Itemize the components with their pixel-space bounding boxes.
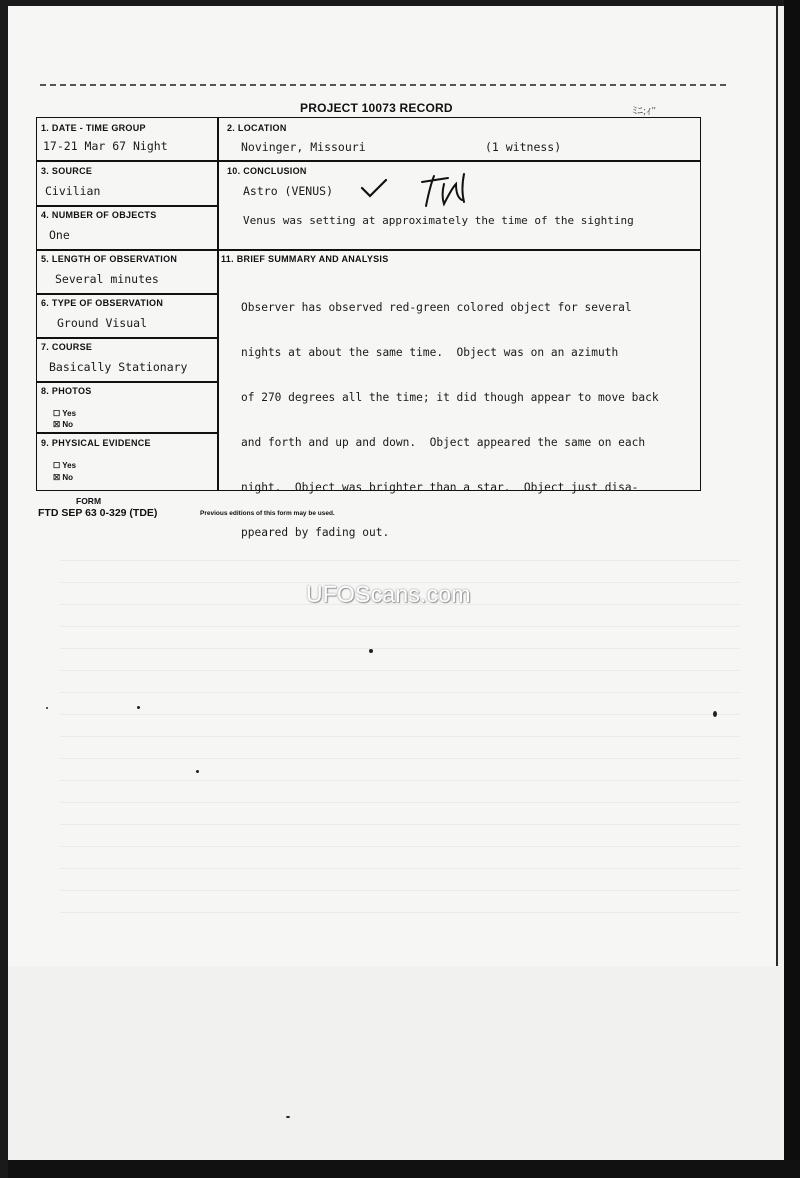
corner-scribble: ﾐﾆ;ｨ" <box>632 105 657 117</box>
date-time-group-label: 1. DATE - TIME GROUP <box>41 123 146 133</box>
summary-label: 11. BRIEF SUMMARY AND ANALYSIS <box>221 254 389 264</box>
row-divider <box>37 432 217 434</box>
evidence-no-option <box>53 473 73 482</box>
photos-no-label: No <box>62 420 74 429</box>
checkbox-checked-icon: ☒ <box>53 420 61 429</box>
checkbox-empty-icon: ☐ <box>53 409 61 418</box>
scan-edge-bottom <box>8 1160 800 1178</box>
scan-speck <box>369 649 373 653</box>
source-label: 3. SOURCE <box>41 166 93 176</box>
scan-speck <box>196 770 199 773</box>
location-label: 2. LOCATION <box>227 123 287 133</box>
length-of-observation-value: Several minutes <box>55 272 159 286</box>
photos-label: 8. PHOTOS <box>41 386 92 396</box>
photos-no-option <box>53 420 73 429</box>
form-title: PROJECT 10073 RECORD <box>300 101 453 115</box>
column-divider <box>217 118 219 490</box>
witness-count: (1 witness) <box>485 140 562 154</box>
row-divider <box>37 337 217 339</box>
summary-line: Observer has observed red-green colored object for several <box>241 301 632 314</box>
row-divider <box>37 293 217 295</box>
source-value: Civilian <box>45 184 101 198</box>
evidence-yes-label: Yes <box>62 461 77 470</box>
location-value: Novinger, Missouri <box>241 140 366 154</box>
row-divider <box>37 160 700 162</box>
checkbox-empty-icon: ☐ <box>53 461 61 470</box>
scan-speck <box>46 707 48 709</box>
physical-evidence-label: 9. PHYSICAL EVIDENCE <box>41 438 151 448</box>
row-divider <box>37 205 217 207</box>
conclusion-label: 10. CONCLUSION <box>227 166 307 176</box>
type-of-observation-label: 6. TYPE OF OBSERVATION <box>41 298 164 308</box>
scan-speck <box>137 706 140 709</box>
checkbox-checked-icon: ☒ <box>53 473 61 482</box>
photos-yes-label: Yes <box>62 409 77 418</box>
handwritten-check-initials <box>352 168 502 218</box>
scan-speck <box>713 711 717 717</box>
summary-line: ppeared by fading out. <box>241 526 390 539</box>
watermark: UFOScans.com <box>306 581 471 607</box>
row-divider <box>37 381 217 383</box>
row-divider <box>37 249 700 251</box>
date-time-group-value: 17-21 Mar 67 Night <box>43 139 168 153</box>
scan-edge-right <box>784 0 800 1178</box>
summary-text <box>241 270 696 570</box>
course-label: 7. COURSE <box>41 342 93 352</box>
scan-speck <box>286 1116 290 1118</box>
course-value: Basically Stationary <box>49 360 188 374</box>
number-of-objects-value: One <box>49 228 70 242</box>
evidence-no-label: No <box>62 473 74 482</box>
initials-signature <box>422 174 464 206</box>
conclusion-value: Astro (VENUS) <box>243 184 334 198</box>
summary-line: nights at about the same time. Object was on an azimuth <box>241 346 619 359</box>
summary-line: of 270 degrees all the time; it did though appear to move back <box>241 391 659 404</box>
length-of-observation-label: 5. LENGTH OF OBSERVATION <box>41 254 178 264</box>
number-of-objects-label: 4. NUMBER OF OBJECTS <box>41 210 157 220</box>
footer-form-id: FTD SEP 63 0-329 (TDE) <box>38 507 158 519</box>
summary-line: and forth and up and down. Object appeared the same on each <box>241 436 646 449</box>
footer-note: Previous editions of this form may be used. <box>200 510 335 517</box>
check-mark-icon <box>362 180 386 196</box>
footer-form-word: FORM <box>76 496 102 506</box>
bleed-through-texture <box>60 560 740 920</box>
type-of-observation-value: Ground Visual <box>57 316 148 330</box>
summary-line: night. Object was brighter than a star. Object just disa- <box>241 481 639 494</box>
perforation-line <box>40 84 726 86</box>
evidence-yes-option <box>53 461 76 470</box>
conclusion-note: Venus was setting at approximately the time of the sighting <box>243 214 634 227</box>
photos-yes-option <box>53 409 76 418</box>
